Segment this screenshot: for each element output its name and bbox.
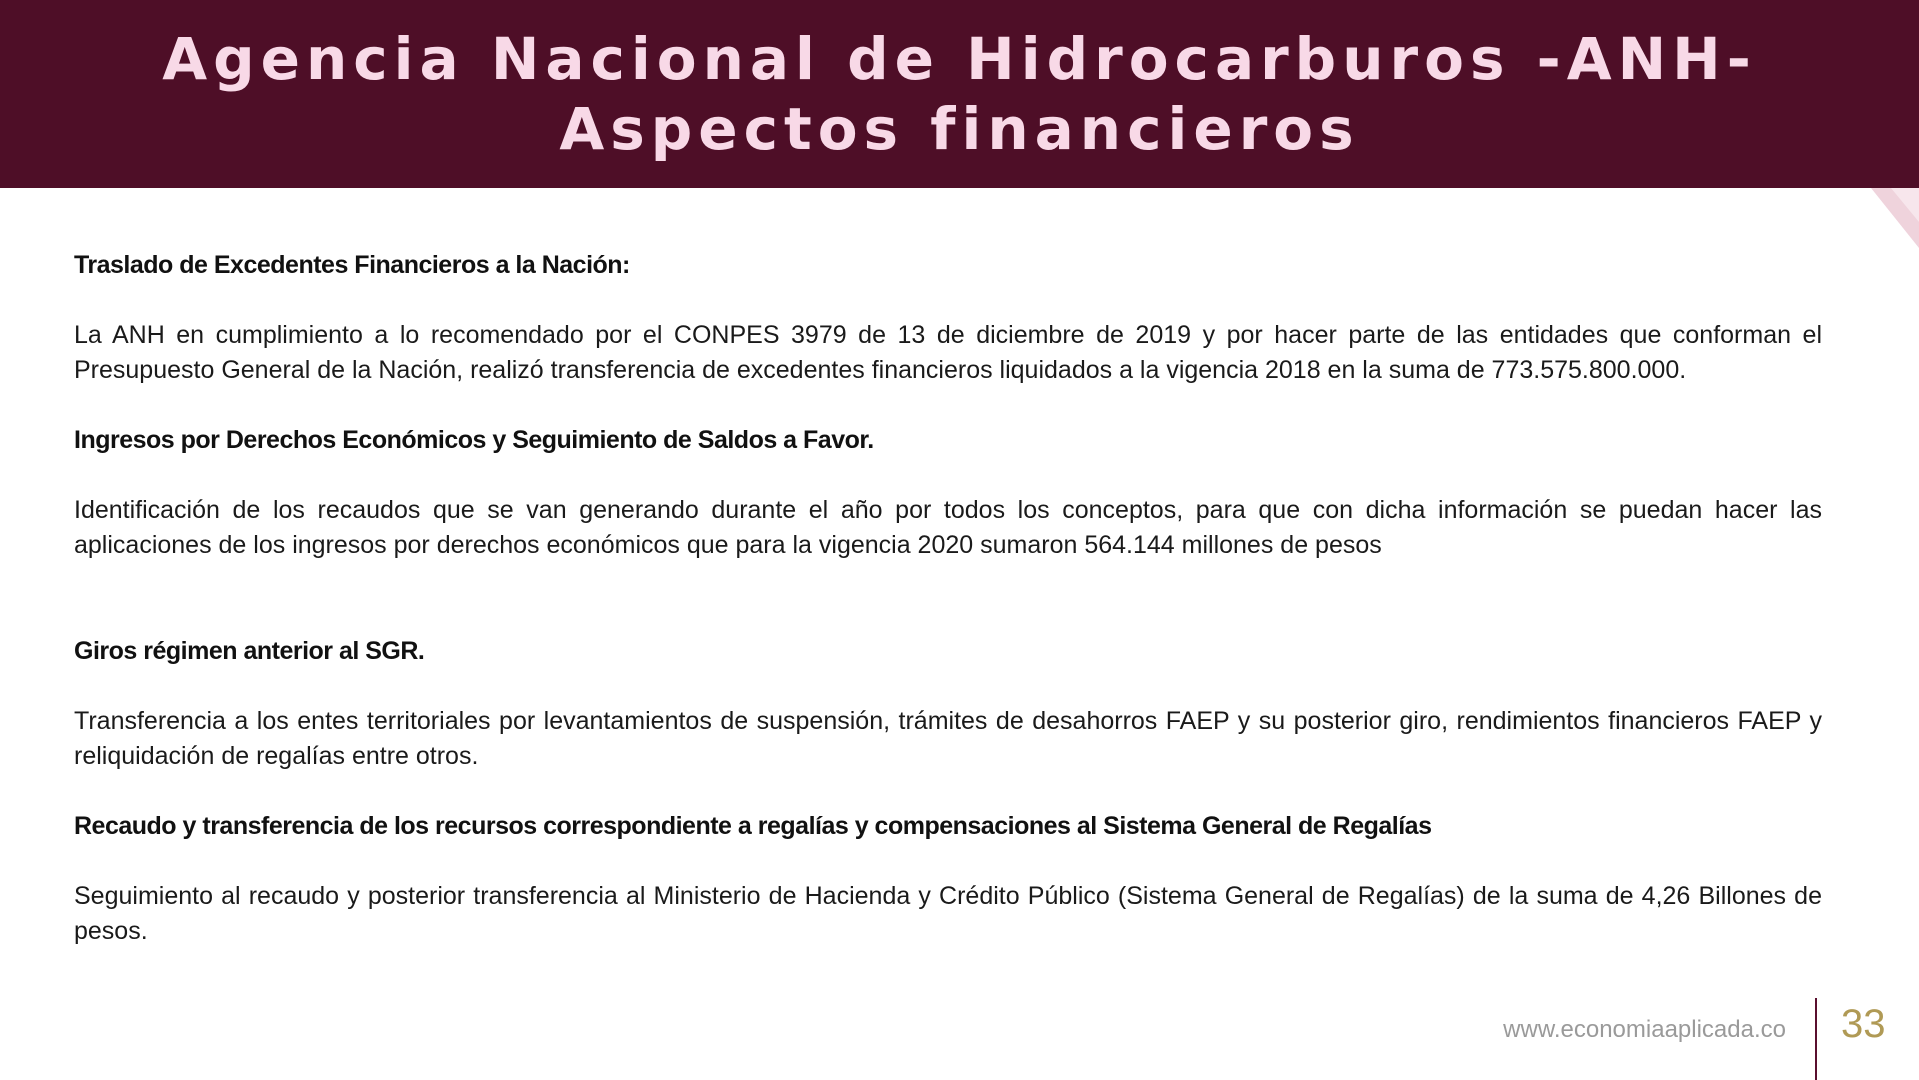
section-body-traslado: La ANH en cumplimiento a lo recomendado por el CONPES 3979 de 13 de diciembre de 2019 y por hacer parte de las entidades que conforman el Presupuesto General de la Nación, realizó transferencia de excedentes financieros liquidados a la vigencia 2018 en la suma de 773.575.800.000. <box>74 321 1822 384</box>
slide-header <box>0 0 1919 188</box>
section-heading-traslado: Traslado de Excedentes Financieros a la Nación: <box>74 251 630 279</box>
section-body-ingresos: Identificación de los recaudos que se van generando durante el año por todos los conceptos, para que con dicha información se puedan hacer las aplicaciones de los ingresos por derechos económicos que para la vigencia 2020 sumaron 564.144 millones de pesos <box>74 496 1822 559</box>
footer-website-link[interactable]: www.economiaaplicada.co <box>1503 1016 1786 1043</box>
page-number: 33 <box>1841 1002 1886 1046</box>
corner-decoration <box>1869 188 1919 248</box>
section-body-giros: Transferencia a los entes territoriales por levantamientos de suspensión, trámites de desahorros FAEP y su posterior giro, rendimientos financieros FAEP y reliquidación de regalías entre otros. <box>74 707 1822 770</box>
slide-content <box>74 248 1822 949</box>
slide-title-line-2: Aspectos financieros <box>559 95 1360 163</box>
slide-title-line-1: Agencia Nacional de Hidrocarburos -ANH- <box>162 25 1757 93</box>
section-heading-giros: Giros régimen anterior al SGR. <box>74 637 425 665</box>
section-body-recaudo: Seguimiento al recaudo y posterior transferencia al Ministerio de Hacienda y Crédito Público (Sistema General de Regalías) de la suma de 4,26 Billones de pesos. <box>74 882 1822 945</box>
section-heading-ingresos: Ingresos por Derechos Económicos y Seguimiento de Saldos a Favor. <box>74 426 874 454</box>
section-heading-recaudo: Recaudo y transferencia de los recursos correspondiente a regalías y compensaciones al Sistema General de Regalías <box>74 812 1432 840</box>
footer-divider <box>1815 998 1817 1080</box>
